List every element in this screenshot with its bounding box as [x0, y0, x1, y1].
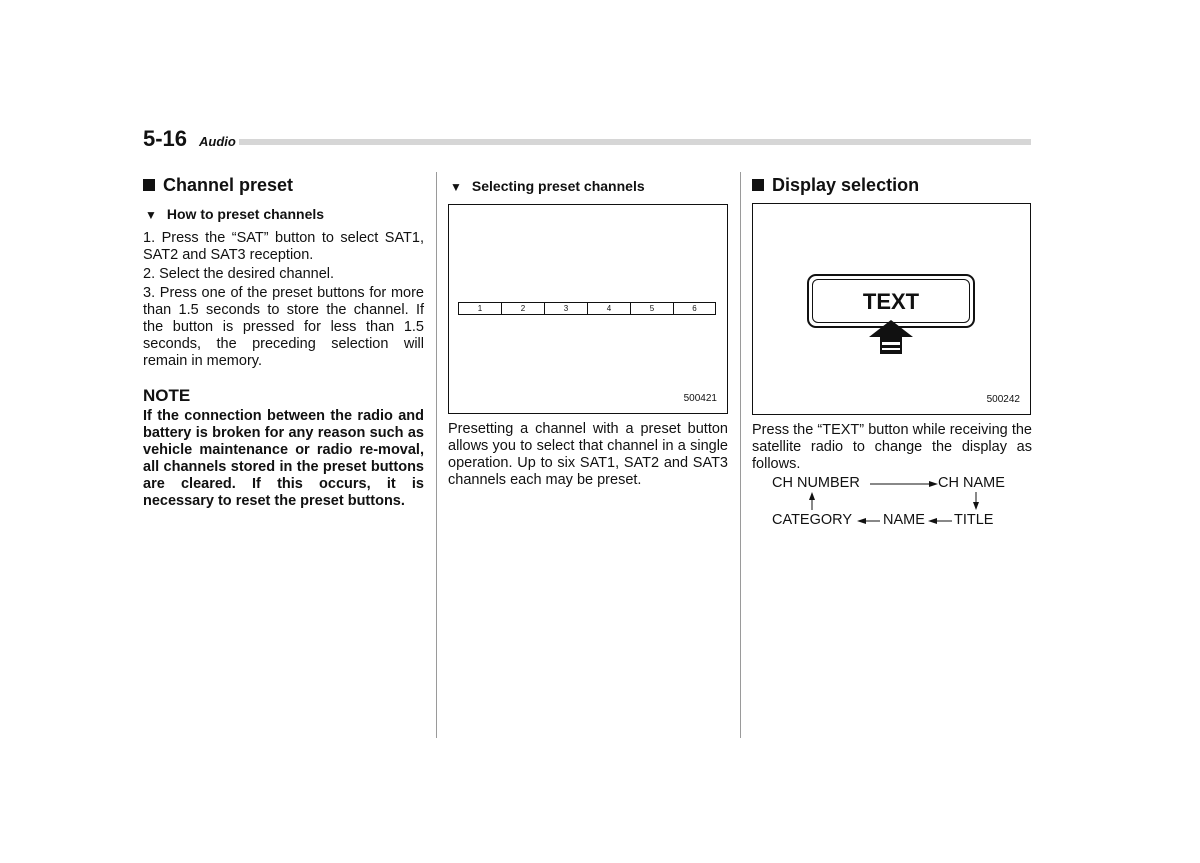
preset-button-3: 3 — [544, 302, 587, 315]
header-rule — [239, 139, 1031, 145]
step-3: 3. Press one of the preset buttons for more than 1.5 seconds to store the channel. If the button is pressed for less than 1.5 seconds, the preceding selection will remain in memory. — [143, 285, 424, 369]
page-number: 5-16 — [143, 126, 188, 151]
preset-button-1: 1 — [458, 302, 501, 315]
column-divider — [436, 172, 437, 738]
flow-arrows — [752, 472, 1032, 532]
column-channel-preset — [143, 172, 424, 510]
column-selecting-preset — [448, 172, 728, 489]
triangle-bullet-icon: ▼ — [145, 208, 157, 222]
preset-buttons-figure — [448, 204, 728, 414]
figure-id: 500421 — [683, 393, 717, 404]
flow-title: TITLE — [954, 512, 994, 528]
square-bullet-icon — [752, 179, 764, 191]
channel-preset-heading: Channel preset — [143, 172, 424, 198]
display-flow-diagram — [752, 472, 1032, 532]
preset-button-row — [458, 302, 716, 315]
how-to-preset-subheading: ▼ How to preset channels — [143, 204, 424, 225]
flow-category: CATEGORY — [772, 512, 853, 528]
press-arrow-icon — [866, 320, 916, 356]
note-title: NOTE — [143, 386, 191, 405]
presetting-description: Presetting a channel with a preset button allows you to select that channel in a single operation. Up to six SAT1, SAT2 and SAT3 channels each may be preset. — [448, 421, 728, 488]
triangle-bullet-icon: ▼ — [450, 180, 462, 194]
display-selection-heading: Display selection — [752, 172, 1032, 198]
flow-ch-name: CH NAME — [938, 475, 1005, 491]
step-1: 1. Press the “SAT” button to select SAT1, SAT2 and SAT3 reception. — [143, 230, 424, 263]
square-bullet-icon — [143, 179, 155, 191]
display-description: Press the “TEXT” button while receiving the satellite radio to change the display as follows. — [752, 422, 1032, 472]
text-button: TEXT — [807, 274, 975, 328]
note-text: If the connection between the radio and battery is broken for any reason such as vehicle maintenance or radio re-moval, all channels stored in the preset buttons are cleared. If this occurs, it is necessary to reset the preset buttons. — [143, 408, 424, 509]
section-title: Audio — [199, 134, 236, 149]
column-divider — [740, 172, 741, 738]
text-button-figure — [752, 203, 1031, 415]
flow-name: NAME — [883, 512, 925, 528]
step-2: 2. Select the desired channel. — [143, 266, 335, 282]
flow-ch-number: CH NUMBER — [772, 475, 860, 491]
preset-button-4: 4 — [587, 302, 630, 315]
column-display-selection — [752, 172, 1032, 528]
preset-button-2: 2 — [501, 302, 544, 315]
figure-id: 500242 — [986, 394, 1020, 405]
selecting-preset-subheading: ▼ Selecting preset channels — [448, 176, 728, 197]
preset-button-6: 6 — [673, 302, 716, 315]
preset-button-5: 5 — [630, 302, 673, 315]
